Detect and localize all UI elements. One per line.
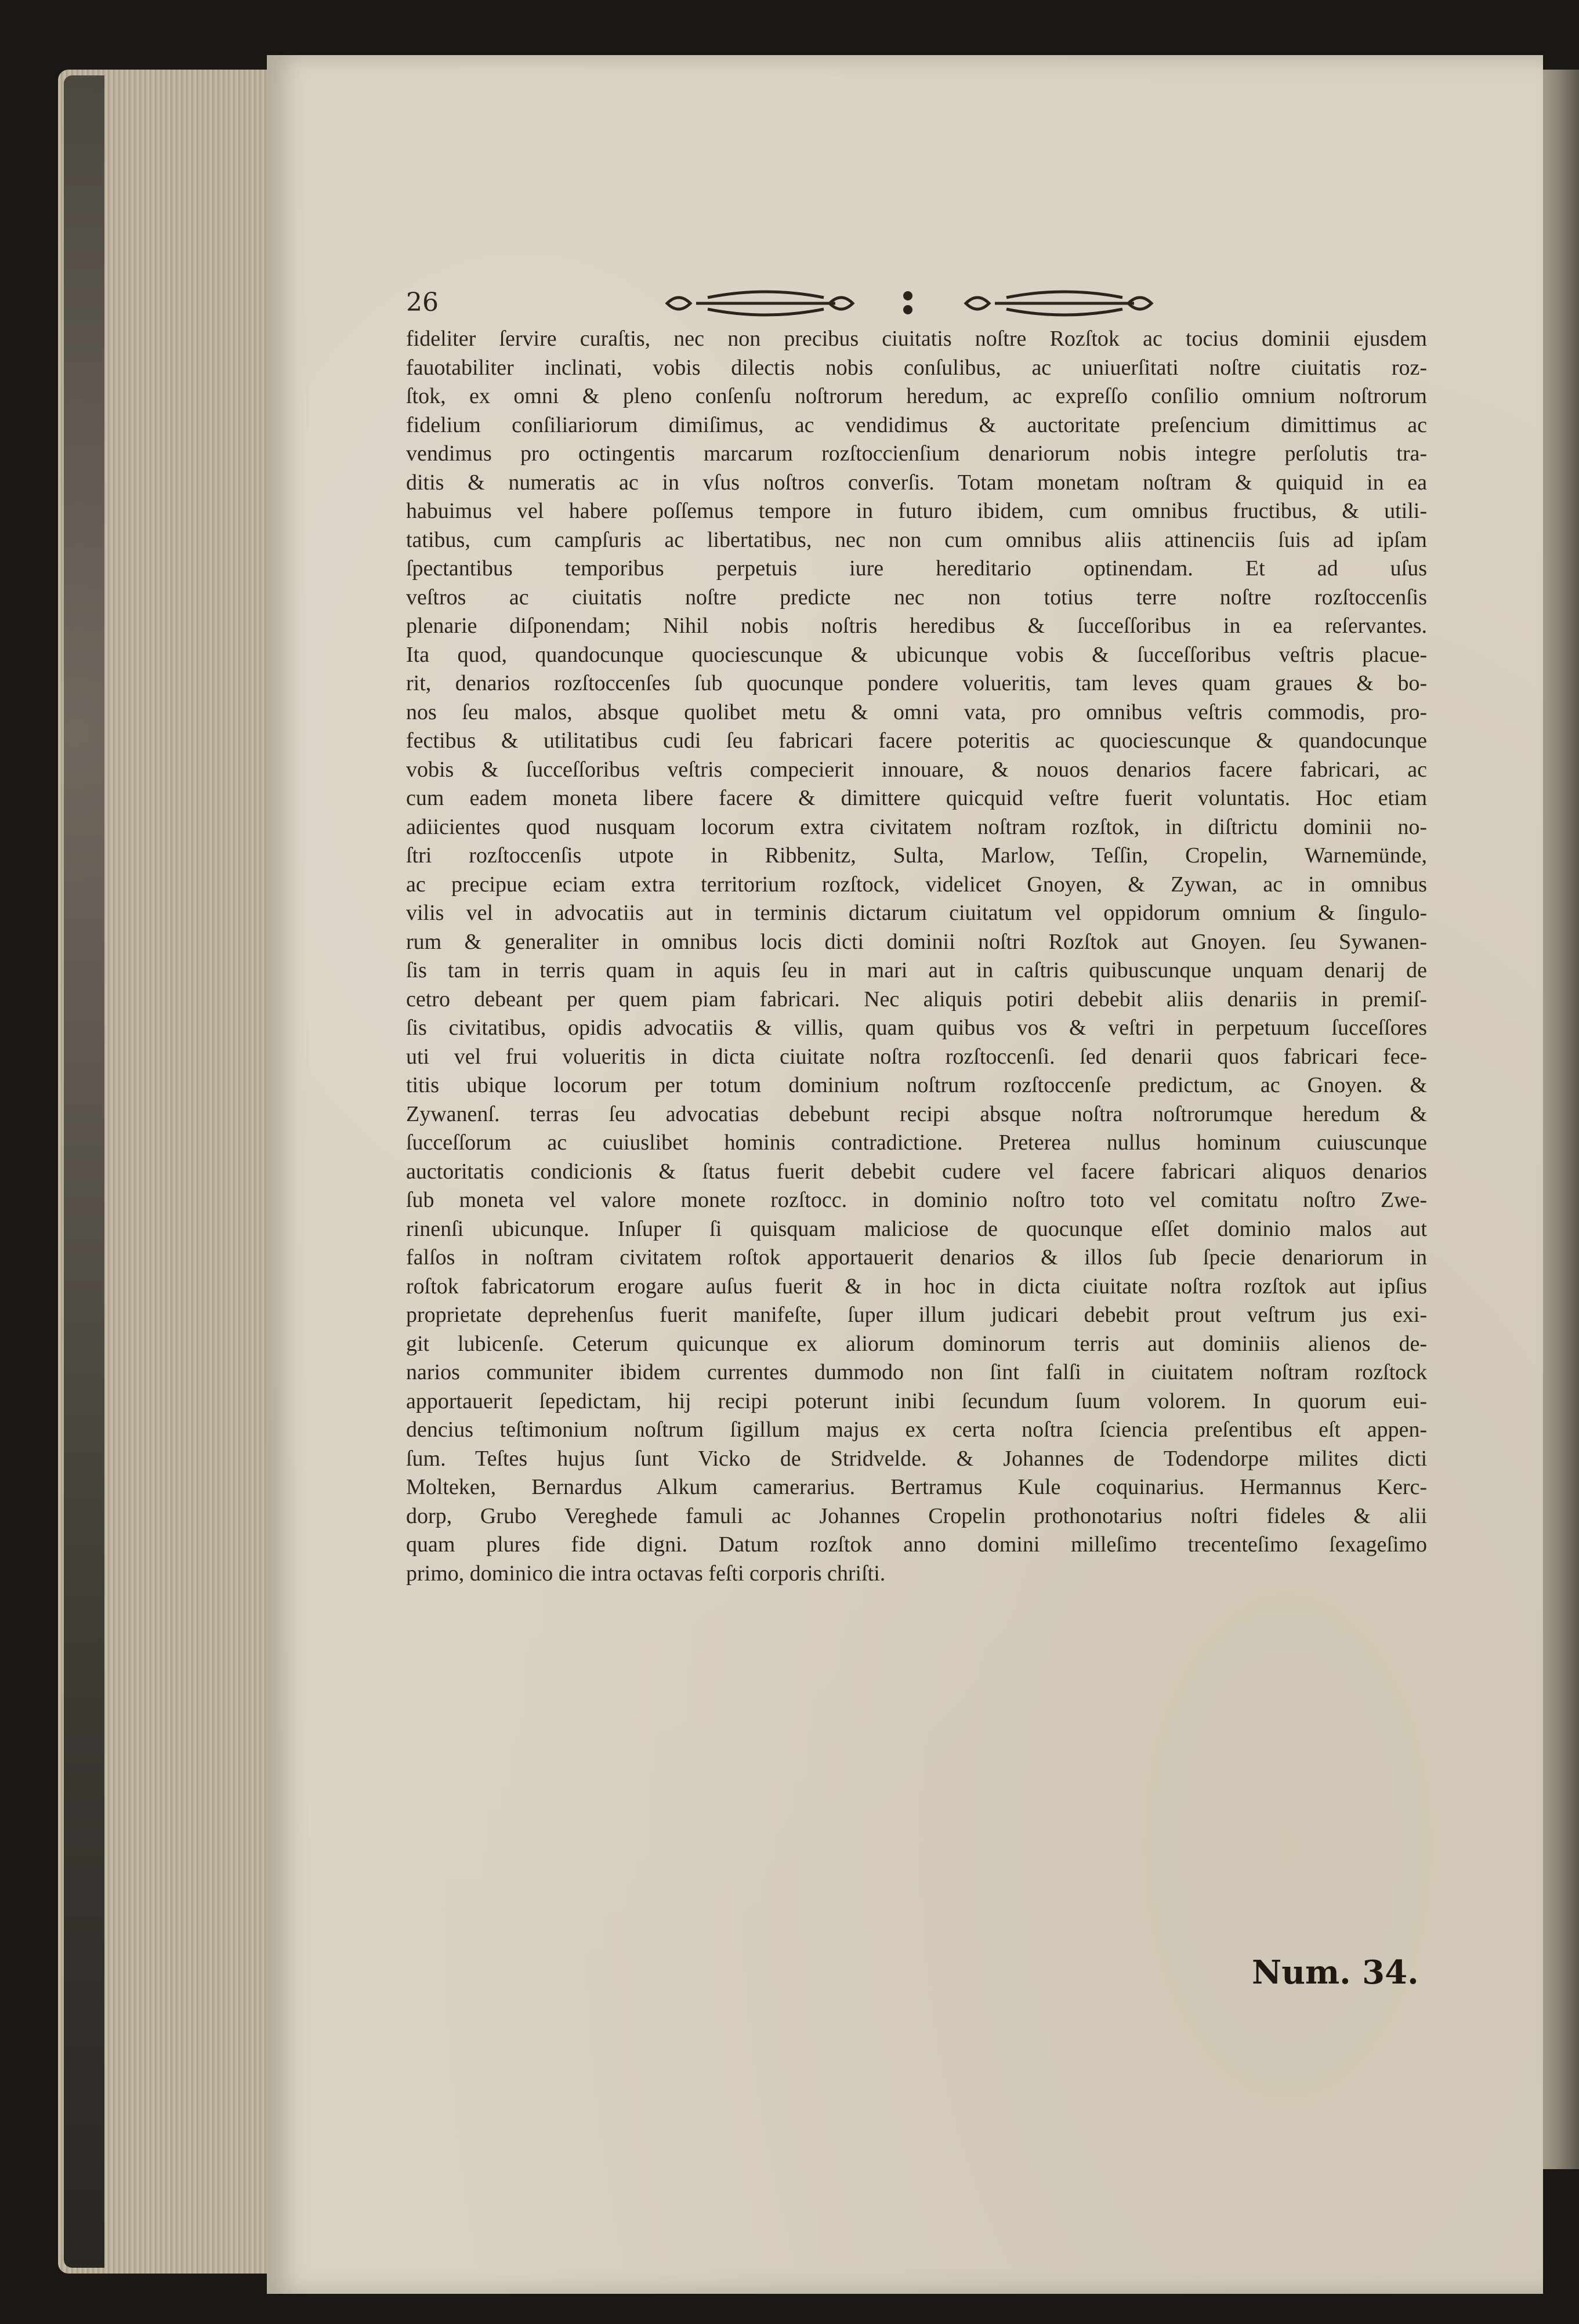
text-line: falſos in noſtram civitatem roſtok apportauerit denarios & illos ſub ſpecie denariorum in — [406, 1245, 1427, 1270]
text-line: git lubicenſe. Ceterum quicunque ex aliorum dominorum terris aut dominiis alienos de- — [406, 1331, 1427, 1356]
text-line: veſtros ac ciuitatis noſtre predicte nec non totius terre noſtre rozſtoccenſis — [406, 585, 1427, 610]
text-line: adiicientes quod nusquam locorum extra civitatem noſtram rozſtok, in diſtrictu dominii no- — [406, 814, 1427, 839]
text-line: vilis vel in advocatiis aut in terminis dictarum ciuitatum vel oppidorum omnium & ſingulo- — [406, 901, 1427, 925]
text-line: cetro debeant per quem piam fabricari. Nec aliquis potiri debebit aliis denariis in premiſ- — [406, 987, 1427, 1011]
text-line: vendimus pro octingentis marcarum rozſtoccienſium denariorum nobis integre perſolutis tra- — [406, 441, 1427, 466]
text-line: plenarie diſponendam; Nihil nobis noſtris heredibus & ſucceſſoribus in ea reſervantes. — [406, 614, 1427, 638]
text-line: Molteken, Bernardus Alkum camerarius. Bertramus Kule coquinarius. Hermannus Kerc- — [406, 1475, 1427, 1499]
text-line: fauotabiliter inclinati, vobis dilectis nobis conſulibus, ac uniuerſitati noſtre ciuitatis roz- — [406, 355, 1427, 380]
text-line: ſucceſſorum ac cuiuslibet hominis contradictione. Preterea nullus hominum cuiuscunque — [406, 1130, 1427, 1155]
text-line: dorp, Grubo Vereghede famuli ac Johannes Cropelin prothonotarius noſtri fideles & alii — [406, 1503, 1427, 1528]
text-line: ſub moneta vel valore monete rozſtocc. in dominio noſtro toto vel comitatu noſtro Zwe- — [406, 1188, 1427, 1212]
text-line: ditis & numeratis ac in vſus noſtros converſis. Totam monetam noſtram & quiquid in ea — [406, 470, 1427, 495]
catchword: Num. 34. — [1252, 1953, 1419, 1992]
header-ornament-center-icon — [896, 289, 919, 318]
text-line: rit, denarios rozſtoccenſes ſub quocunque pondere volueritis, tam leves quam graues & bo- — [406, 671, 1427, 695]
text-line: quam plures fide digni. Datum rozſtok anno domini milleſimo trecenteſimo ſexageſimo — [406, 1532, 1427, 1557]
text-line: fidelium conſiliariorum dimiſimus, ac vendidimus & auctoritate preſencium dimittimus ac — [406, 412, 1427, 437]
text-line: ſum. Teſtes hujus ſunt Vicko de Stridvelde. & Johannes de Todendorpe milites dicti — [406, 1446, 1427, 1471]
text-line: rum & generaliter in omnibus locis dicti dominii noſtri Rozſtok aut Gnoyen. ſeu Sywanen- — [406, 929, 1427, 954]
text-line: apportauerit ſepedictam, hij recipi poterunt inibi ſecundum ſuum volorem. In quorum eui- — [406, 1388, 1427, 1413]
page-header — [406, 284, 1178, 325]
text-line: vobis & ſucceſſoribus veſtris compecierit innouare, & nouos denarios facere fabricari, ac — [406, 757, 1427, 782]
text-line: ſtok, ex omni & pleno conſenſu noſtrorum heredum, ac expreſſo conſilio omnium noſtrorum — [406, 384, 1427, 408]
text-line: auctoritatis condicionis & ſtatus fuerit debebit cudere vel facere fabricari aliquos denarios — [406, 1159, 1427, 1184]
text-line: tatibus, cum campſuris ac libertatibus, nec non cum omnibus aliis attinenciis ſuis ad ipſam — [406, 527, 1427, 552]
page-number: 26 — [406, 288, 439, 317]
text-line: rinenſi ubicunque. Inſuper ſi quisquam maliciose de quocunque eſſet dominio malos aut — [406, 1216, 1427, 1241]
text-line: Zywanenſ. terras ſeu advocatias debebunt recipi absque noſtra noſtrorumque heredum & — [406, 1101, 1427, 1126]
text-line: roſtok fabricatorum erogare auſus fuerit & in hoc in dicta ciuitate noſtra rozſtok aut ipſius — [406, 1274, 1427, 1299]
text-line: fideliter ſervire curaſtis, nec non precibus ciuitatis noſtre Rozſtok ac tocius dominii ejusdem — [406, 327, 1427, 351]
text-line: fectibus & utilitatibus cudi ſeu fabricari facere poteritis ac quociescunque & quandocunque — [406, 728, 1427, 753]
text-line: dencius teſtimonium noſtrum ſigillum majus ex certa noſtra ſciencia preſentibus eſt appen- — [406, 1417, 1427, 1442]
text-line: nos ſeu malos, absque quolibet metu & omni vata, pro omnibus veſtris commodis, pro- — [406, 699, 1427, 724]
text-line: ſis civitatibus, opidis advocatiis & villis, quam quibus vos & veſtri in perpetuum ſucceſſores — [406, 1016, 1427, 1040]
text-line: ac precipue eciam extra territorium rozſtock, videlicet Gnoyen, & Zywan, ac in omnibus — [406, 872, 1427, 897]
text-line: ſis tam in terris quam in aquis ſeu in mari aut in caſtris quibuscunque unquam denarij de — [406, 958, 1427, 982]
text-line: ſpectantibus temporibus perpetuis iure hereditario optinendam. Et ad uſus — [406, 556, 1427, 581]
body-text — [406, 325, 1427, 1588]
header-ornament-left-icon — [661, 289, 859, 318]
text-line: proprietate deprehenſus fuerit manifeſte, ſuper illum judicari debebit prout veſtrum jus exi- — [406, 1303, 1427, 1327]
header-ornament-right-icon — [960, 289, 1157, 318]
text-line: habuimus vel habere poſſemus tempore in futuro ibidem, cum omnibus fructibus, & utili- — [406, 499, 1427, 523]
text-line: primo, dominico die intra octavas feſti corporis chriſti. — [406, 1561, 886, 1586]
book-cover-edge — [64, 75, 104, 2268]
text-line: cum eadem moneta libere facere & dimittere quicquid veſtre fuerit voluntatis. Hoc etiam — [406, 786, 1427, 810]
text-line: titis ubique locorum per totum dominium noſtrum rozſtoccenſe predictum, ac Gnoyen. & — [406, 1073, 1427, 1097]
text-line: narios communiter ibidem currentes dummodo non ſint falſi in ciuitatem noſtram rozſtock — [406, 1360, 1427, 1384]
text-line: ſtri rozſtoccenſis utpote in Ribbenitz, Sulta, Marlow, Teſſin, Cropelin, Warnemünde, — [406, 843, 1427, 868]
text-line: Ita quod, quandocunque quociescunque & ubicunque vobis & ſucceſſoribus veſtris placue- — [406, 642, 1427, 667]
text-line: uti vel frui volueritis in dicta ciuitate noſtra rozſtoccenſi. ſed denarii quos fabricari fece- — [406, 1044, 1427, 1069]
